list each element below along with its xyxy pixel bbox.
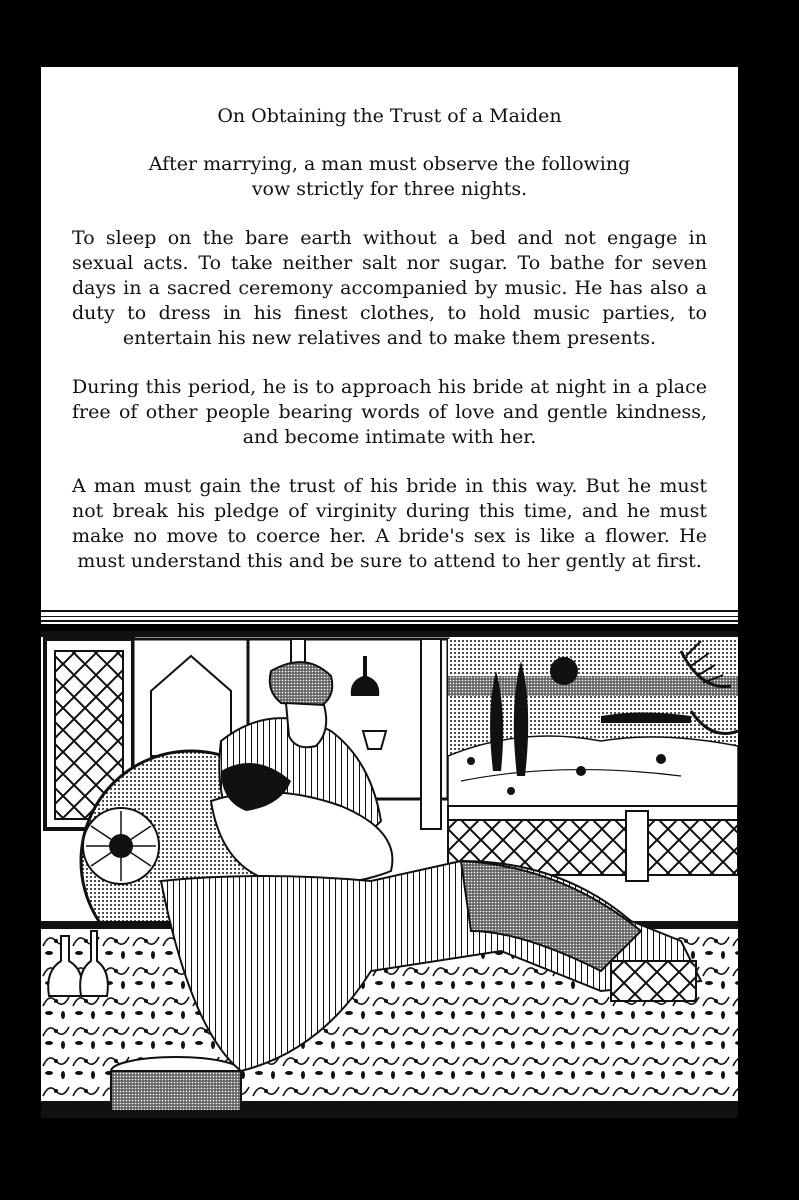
panel-divider bbox=[41, 610, 738, 624]
illustration-panel bbox=[41, 631, 738, 1118]
couple-illustration bbox=[41, 631, 738, 1118]
body-paragraph-3: A man must gain the trust of his bride in this way. But he must not break his pledge of virginity during this time, and he must make no move to coerce her. A bride's sex is like a flower. He must understand this and be sure to attend to her gently at first. bbox=[72, 475, 707, 572]
body-paragraph-1: To sleep on the bare earth without a bed and not engage in sexual acts. To take neither salt nor sugar. To bathe for seven days in a sacred ceremony accompanied by music. He has also a duty to dress in his finest clothes, to hold music parties, to entertain his new relatives and to make them presents. bbox=[72, 227, 707, 349]
text-panel bbox=[41, 67, 738, 615]
page-title: On Obtaining the Trust of a Maiden bbox=[217, 105, 562, 127]
body-paragraph-2: During this period, he is to approach his bride at night in a place free of other people bearing words of love and gentle kindness, and become intimate with her. bbox=[72, 376, 707, 448]
intro-paragraph: After marrying, a man must observe the following vow strictly for three nights. bbox=[148, 153, 631, 200]
